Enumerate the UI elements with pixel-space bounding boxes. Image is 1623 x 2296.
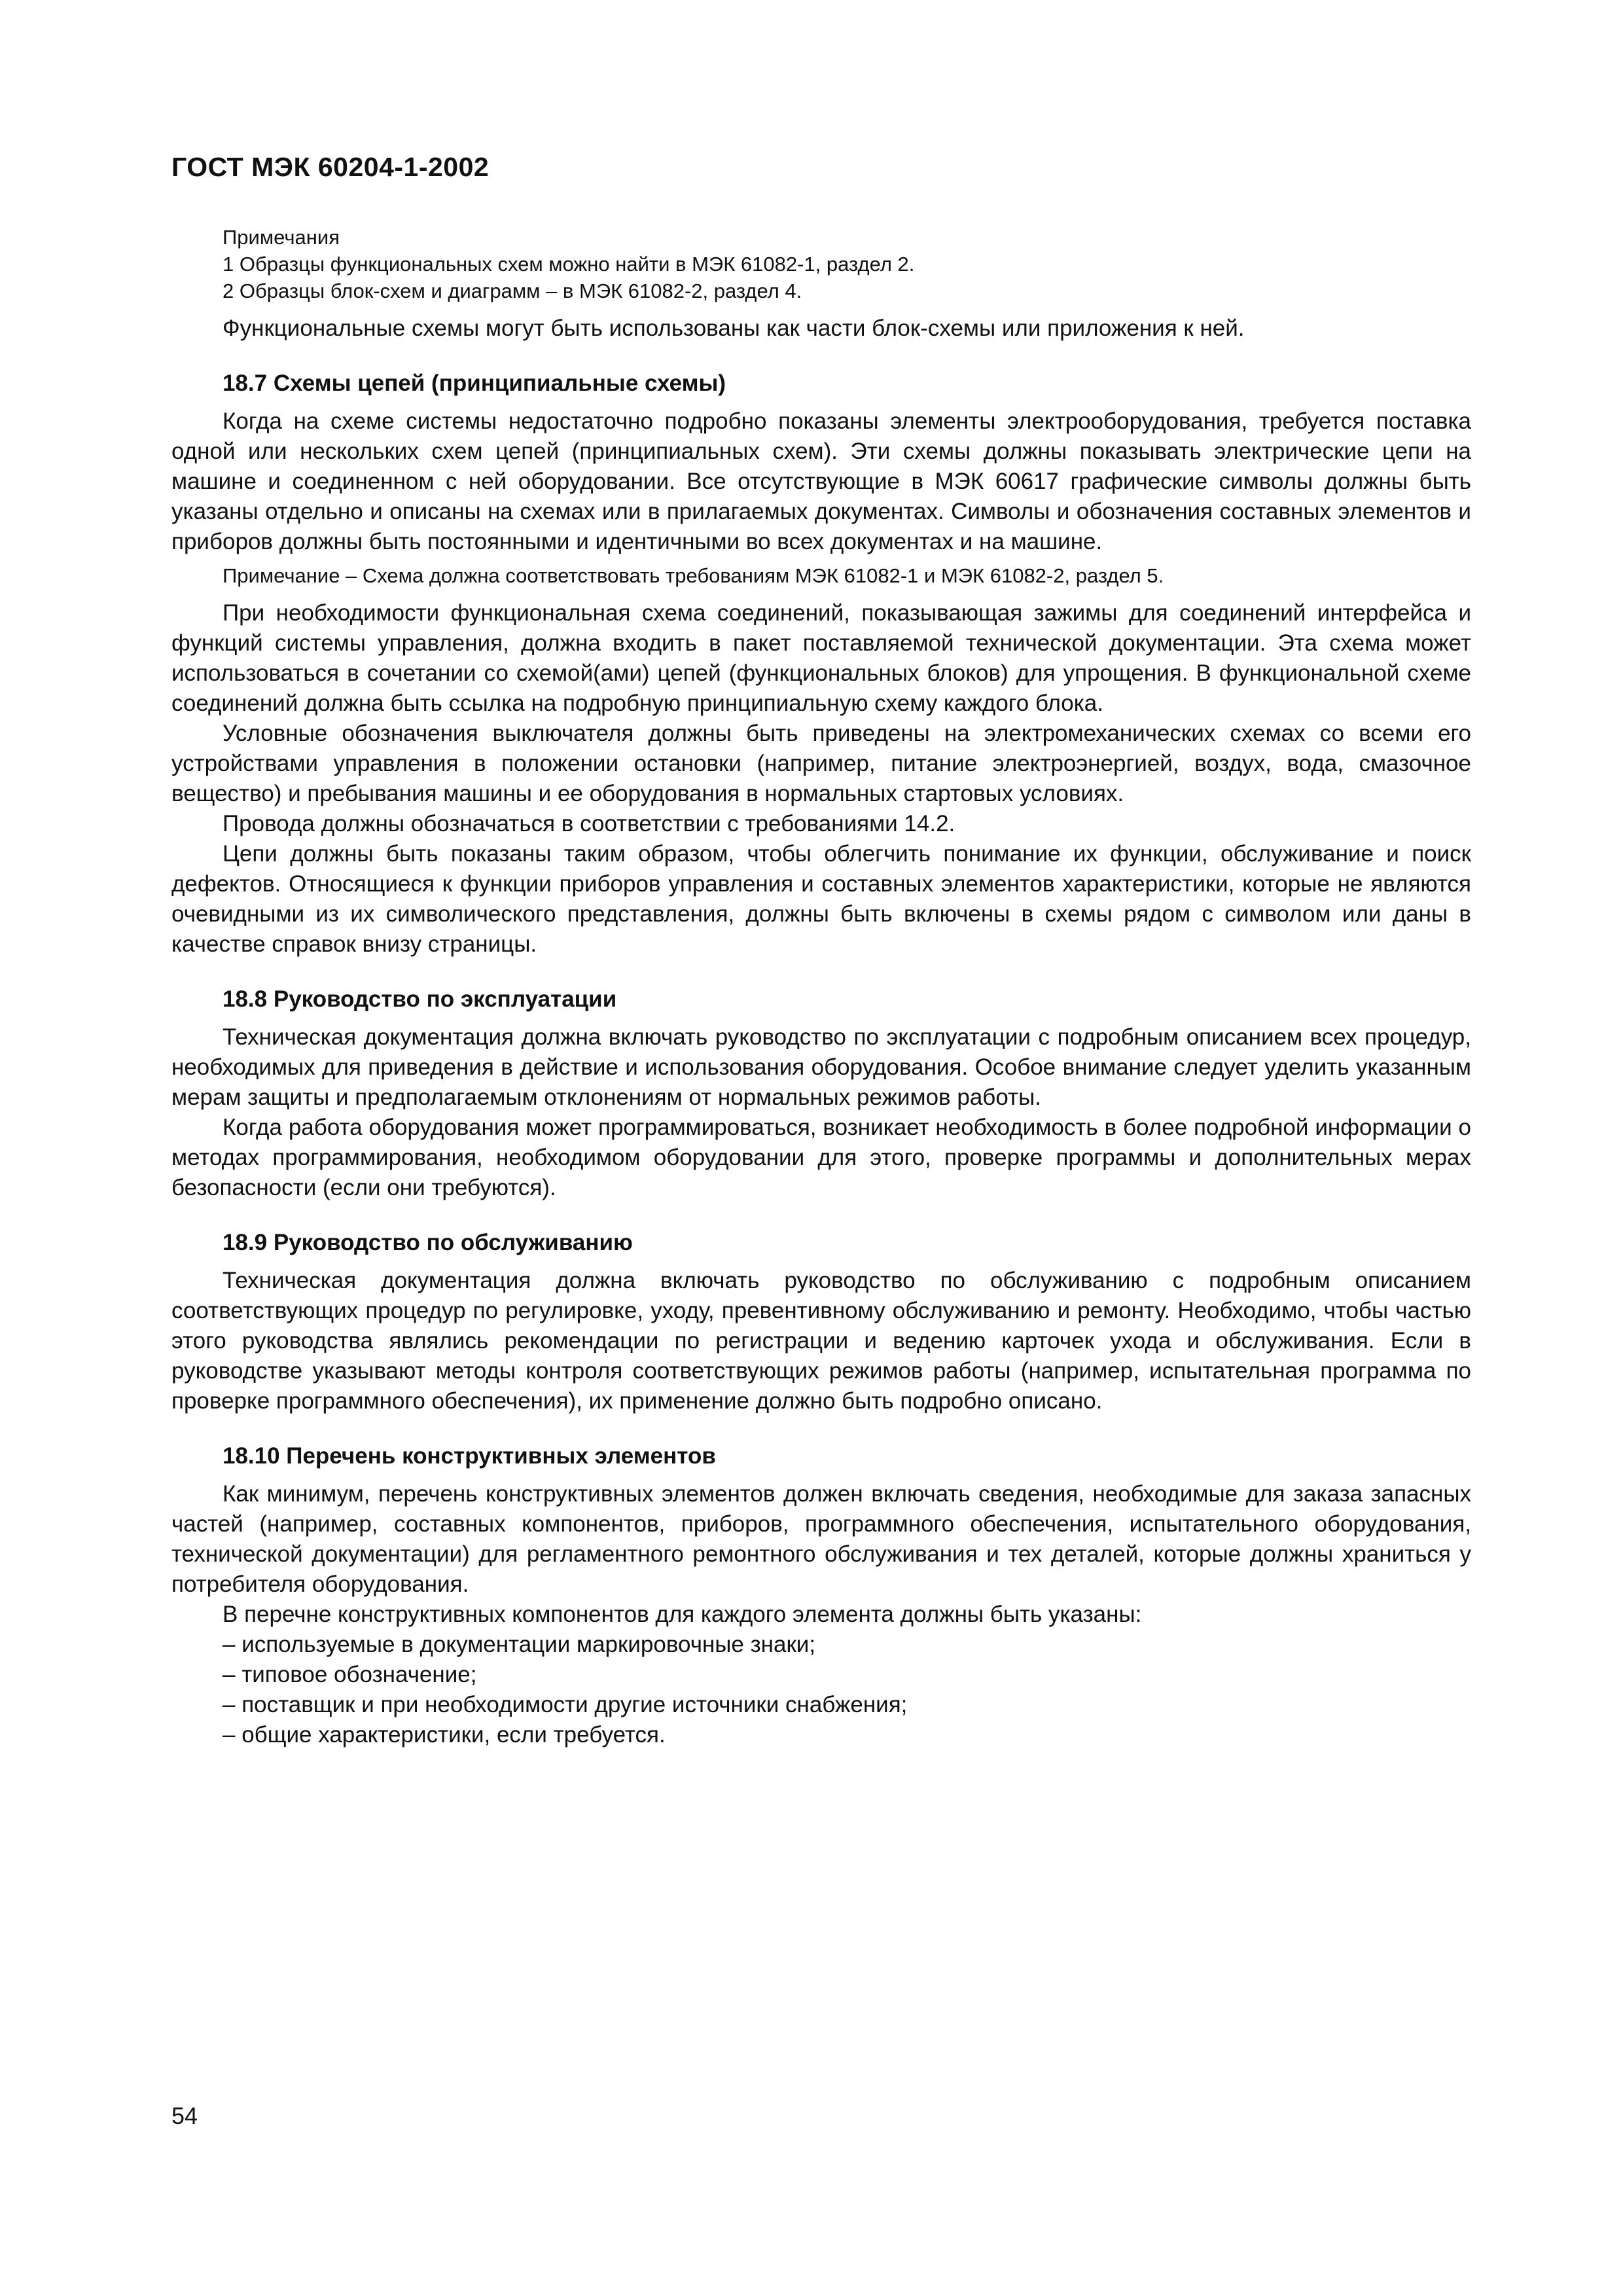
standard-header: ГОСТ МЭК 60204-1-2002 bbox=[171, 152, 490, 182]
section-18-10-paragraph-2: В перечне конструктивных компонентов для каждого элемента должны быть указаны: bbox=[223, 1602, 1142, 1627]
section-18-10-heading: 18.10 Перечень конструктивных элементов bbox=[223, 1443, 716, 1469]
page-number: 54 bbox=[171, 2102, 198, 2129]
section-18-9-heading: 18.9 Руководство по обслуживанию bbox=[223, 1230, 633, 1255]
section-18-8-paragraph-2: Когда работа оборудования может программироваться, возникает необходимость в более подробной информации о методах программирования, необходимом оборудовании для этого, проверке программы и дополнительных мерах безопасности (если они требуются). bbox=[171, 1115, 1471, 1200]
note-item-1: 1 Образцы функциональных схем можно найти в МЭК 61082-1, раздел 2. bbox=[223, 253, 915, 276]
list-item: – типовое обозначение; bbox=[223, 1662, 477, 1687]
notes-title: Примечания bbox=[223, 226, 340, 249]
note-item-2: 2 Образцы блок-схем и диаграмм – в МЭК 61082-2, раздел 4. bbox=[223, 279, 802, 302]
section-18-7-paragraph-4: Провода должны обозначаться в соответствии с требованиями 14.2. bbox=[223, 811, 955, 836]
section-18-7-note: Примечание – Схема должна соответствовать требованиям МЭК 61082-1 и МЭК 61082-2, раздел 5. bbox=[223, 564, 1164, 587]
section-18-7-paragraph-3: Условные обозначения выключателя должны быть приведены на электромеханических схемах со всеми его устройствами управления в положении остановки (например, питание электроэнергией, воздух, вода, смазочное вещество) и пребывания машины и ее оборудования в нормальных стартовых условиях. bbox=[171, 721, 1471, 806]
section-18-7-paragraph-1: Когда на схеме системы недостаточно подробно показаны элементы электрооборудования, требуется поставка одной или нескольких схем цепей (принципиальных схем). Эти схемы должны показывать электрические цепи на машине и соединенном с ней оборудовании. Все отсутствующие в МЭК 60617 графические символы должны быть указаны отдельно и описаны на схемах или в прилагаемых документах. Символы и обозначения составных элементов и приборов должны быть постоянными и идентичными во всех документах и на машине. bbox=[171, 408, 1471, 554]
section-18-9-paragraph-1: Техническая документация должна включать руководство по обслуживанию с подробным описанием соответствующих процедур по регулировке, уходу, превентивному обслуживанию и ремонту. Необходимо, чтобы частью этого руководства являлись рекомендации по регистрации и ведению карточек ухода и обслуживания. Если в руководстве указывают методы контроля соответствующих режимов работы (например, испытательная программа по проверке программного обеспечения), их применение должно быть подробно описано. bbox=[171, 1268, 1471, 1414]
list-item: – общие характеристики, если требуется. bbox=[223, 1722, 666, 1748]
list-item: – используемые в документации маркировочные знаки; bbox=[223, 1632, 816, 1657]
section-18-7-paragraph-5: Цепи должны быть показаны таким образом, чтобы облегчить понимание их функции, обслуживание и поиск дефектов. Относящиеся к функции приборов управления и составных элементов характеристики, которые не являются очевидными из их символического представления, должны быть включены в схемы рядом с символом или даны в качестве справок внизу страницы. bbox=[171, 841, 1471, 957]
intro-paragraph: Функциональные схемы могут быть использованы как части блок-схемы или приложения к ней. bbox=[223, 315, 1245, 341]
section-18-10-paragraph-1: Как минимум, перечень конструктивных элементов должен включать сведения, необходимые для заказа запасных частей (например, составных компонентов, приборов, программного обеспечения, испытательного оборудования, технической документации) для регламентного ремонтного обслуживания и тех деталей, которые должны храниться у потребителя оборудования. bbox=[171, 1481, 1471, 1597]
component-attributes-list bbox=[171, 1630, 1471, 1750]
page-content bbox=[171, 224, 1471, 1750]
list-item: – поставщик и при необходимости другие источники снабжения; bbox=[223, 1692, 908, 1717]
section-18-7-heading: 18.7 Схемы цепей (принципиальные схемы) bbox=[223, 370, 726, 396]
section-18-8-heading: 18.8 Руководство по эксплуатации bbox=[223, 986, 617, 1012]
notes-block bbox=[171, 224, 1471, 304]
section-18-7-paragraph-2: При необходимости функциональная схема соединений, показывающая зажимы для соединений интерфейса и функций системы управления, должна входить в пакет поставляемой технической документации. Эта схема может использоваться в сочетании со схемой(ами) цепей (функциональных блоков) для упрощения. В функциональной схеме соединений должна быть ссылка на подробную принципиальную схему каждого блока. bbox=[171, 600, 1471, 716]
section-18-8-paragraph-1: Техническая документация должна включать руководство по эксплуатации с подробным описанием всех процедур, необходимых для приведения в действие и использования оборудования. Особое внимание следует уделить указанным мерам защиты и предполагаемым отклонениям от нормальных режимов работы. bbox=[171, 1024, 1471, 1110]
